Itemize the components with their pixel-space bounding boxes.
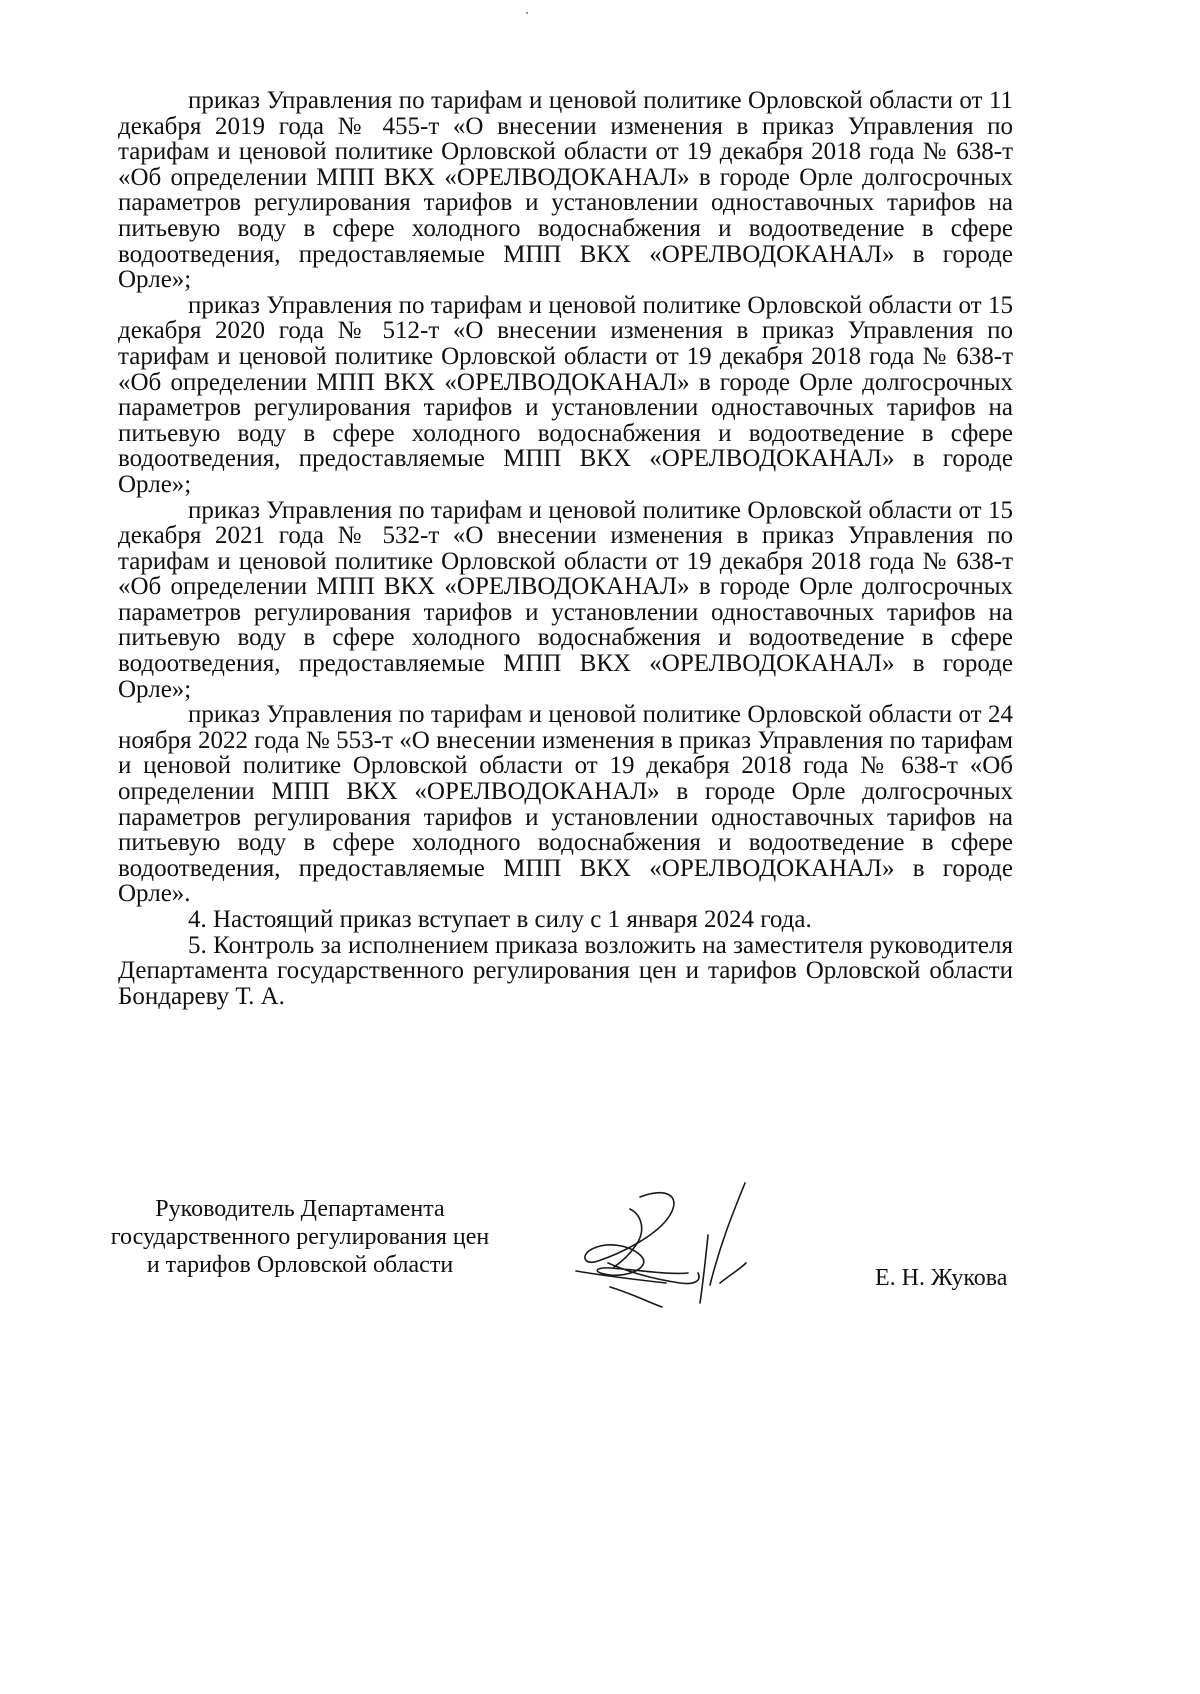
signatory-position [110, 1195, 490, 1279]
paragraph-effective-date: 4. Настоящий приказ вступает в силу с 1 января 2024 года. [188, 906, 812, 933]
paragraph-control: 5. Контроль за исполнением приказа возложить на заместителя руководителя Департамента государственного регулирования цен и тарифов Орловской области Бондареву Т. А. [118, 931, 1013, 1010]
document-body [118, 88, 1013, 1009]
paragraph-order-2020: приказ Управления по тарифам и ценовой политике Орловской области от 15 декабря 2020 года № 512-т «О внесении изменения в приказ Управления по тарифам и ценовой политике Орловской области от 19 декабря 2018 года № 638-т «Об определении МПП ВКХ «ОРЕЛВОДОКАНАЛ» в городе Орле долгосрочных параметров регулирования тарифов и установлении одноставочных тарифов на питьевую воду в сфере холодного водоснабжения и водоотведение в сфере водоотведения, предоставляемые МПП ВКХ «ОРЕЛВОДОКАНАЛ» в городе Орле»; [118, 291, 1013, 498]
signatory-name: Е. Н. Жукова [875, 1265, 1008, 1291]
scan-speck [526, 12, 528, 14]
paragraph-order-2021: приказ Управления по тарифам и ценовой политике Орловской области от 15 декабря 2021 года № 532-т «О внесении изменения в приказ Управления по тарифам и ценовой политике Орловской области от 19 декабря 2018 года № 638-т «Об определении МПП ВКХ «ОРЕЛВОДОКАНАЛ» в городе Орле долгосрочных параметров регулирования тарифов и установлении одноставочных тарифов на питьевую воду в сфере холодного водоснабжения и водоотведение в сфере водоотведения, предоставляемые МПП ВКХ «ОРЕЛВОДОКАНАЛ» в городе Орле»; [118, 496, 1013, 703]
signatory-position-line: Руководитель Департамента [155, 1196, 445, 1222]
paragraph-order-2022: приказ Управления по тарифам и ценовой политике Орловской области от 24 ноября 2022 года № 553-т «О внесении изменения в приказ Управления по тарифам и ценовой политике Орловской области от 19 декабря 2018 года № 638-т «Об определении МПП ВКХ «ОРЕЛВОДОКАНАЛ» в городе Орле долгосрочных параметров регулирования тарифов и установлении одноставочных тарифов на питьевую воду в сфере холодного водоснабжения и водоотведение в сфере водоотведения, предоставляемые МПП ВКХ «ОРЕЛВОДОКАНАЛ» в городе Орле». [118, 701, 1013, 908]
paragraph-order-2019: приказ Управления по тарифам и ценовой политике Орловской области от 11 декабря 2019 года № 455-т «О внесении изменения в приказ Управления по тарифам и ценовой политике Орловской области от 19 декабря 2018 года № 638-т «Об определении МПП ВКХ «ОРЕЛВОДОКАНАЛ» в городе Орле долгосрочных параметров регулирования тарифов и установлении одноставочных тарифов на питьевую воду в сфере холодного водоснабжения и водоотведение в сфере водоотведения, предоставляемые МПП ВКХ «ОРЕЛВОДОКАНАЛ» в городе Орле»; [118, 87, 1013, 294]
signatory-position-line: и тарифов Орловской области [146, 1252, 454, 1278]
handwritten-signature-icon [570, 1175, 790, 1330]
signatory-position-line: государственного регулирования цен [110, 1224, 490, 1250]
